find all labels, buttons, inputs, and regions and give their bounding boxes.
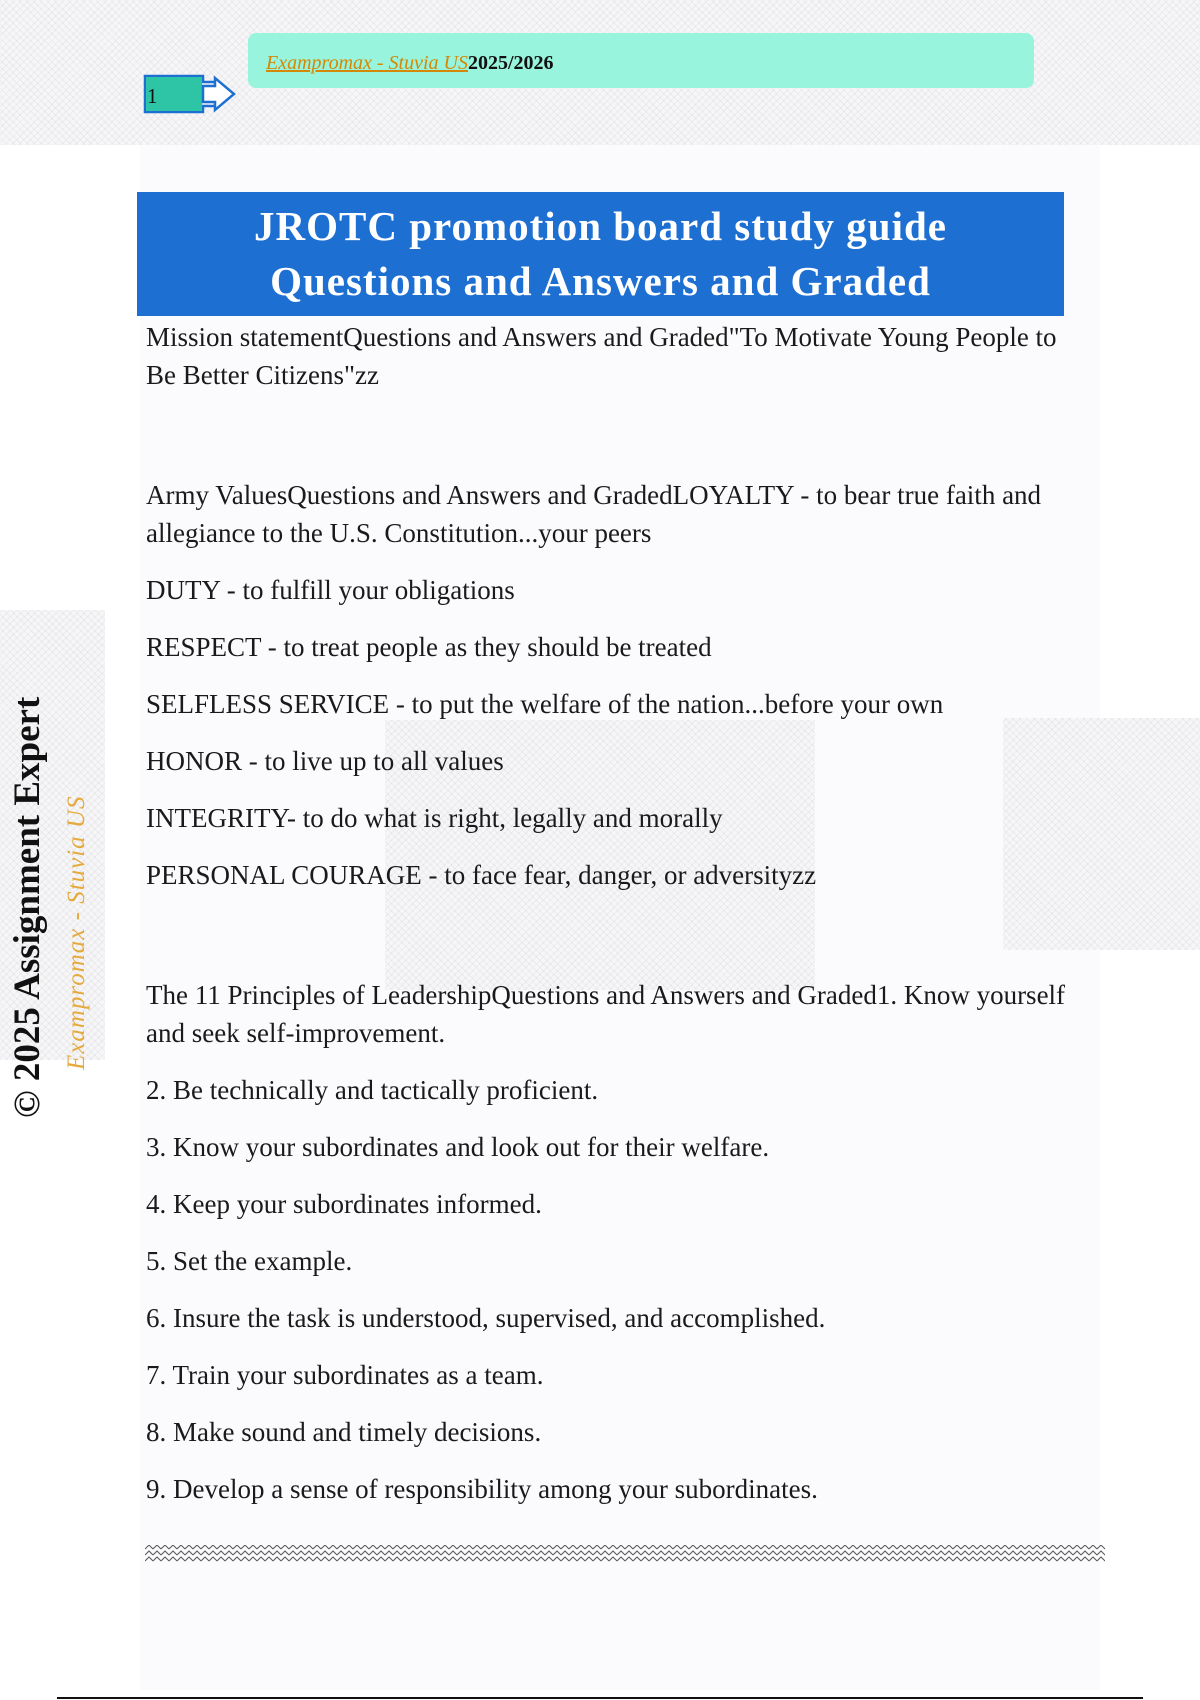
title-line-1: JROTC promotion board study guide [254, 203, 947, 249]
value-personal-courage: PERSONAL COURAGE - to face fear, danger, or adversityzz [146, 860, 817, 890]
principles-intro: The 11 Principles of LeadershipQuestions and Answers and Graded1. Know yourself and seek self-improvement. [146, 980, 1066, 1048]
value-honor: HONOR - to live up to all values [146, 746, 504, 776]
page-number: 1 [147, 84, 158, 108]
copyright-text: © 2025 Assignment Expert [7, 696, 48, 1118]
value-duty: DUTY - to fulfill your obligations [146, 575, 515, 605]
footer-divider [57, 1697, 1143, 1699]
document-title [137, 192, 1064, 316]
principle-item: 8. Make sound and timely decisions. [146, 1417, 542, 1447]
title-line-2: Questions and Answers and Graded [270, 258, 931, 304]
value-selfless-service: SELFLESS SERVICE - to put the welfare of the nation...before your own [146, 689, 944, 719]
document-body [146, 318, 1071, 1527]
value-respect: RESPECT - to treat people as they should be treated [146, 632, 712, 662]
principle-item: 7. Train your subordinates as a team. [146, 1360, 544, 1390]
source-link[interactable]: Exampromax - Stuvia US [266, 52, 468, 74]
principle-item: 9. Develop a sense of responsibility among your subordinates. [146, 1474, 818, 1504]
header-year: 2025/2026 [468, 52, 554, 74]
principle-item: 3. Know your subordinates and look out for their welfare. [146, 1132, 770, 1162]
principle-item: 6. Insure the task is understood, supervised, and accomplished. [146, 1303, 826, 1333]
principle-item: 5. Set the example. [146, 1246, 353, 1276]
principle-item: 2. Be technically and tactically proficient. [146, 1075, 599, 1105]
header-text [266, 52, 554, 75]
army-values-intro: Army ValuesQuestions and Answers and GradedLOYALTY - to bear true faith and allegiance to the U.S. Constitution...your peers [146, 480, 1042, 548]
header-bar [248, 33, 1034, 88]
watermark-text: Exampromax - Stuvia US [63, 795, 90, 1070]
zigzag-divider [145, 1545, 1105, 1565]
principle-item: 4. Keep your subordinates informed. [146, 1189, 542, 1219]
mission-statement: Mission statementQuestions and Answers and Graded"To Motivate Young People to Be Better Citizens"zz [146, 322, 1057, 390]
value-integrity: INTEGRITY- to do what is right, legally and morally [146, 803, 723, 833]
